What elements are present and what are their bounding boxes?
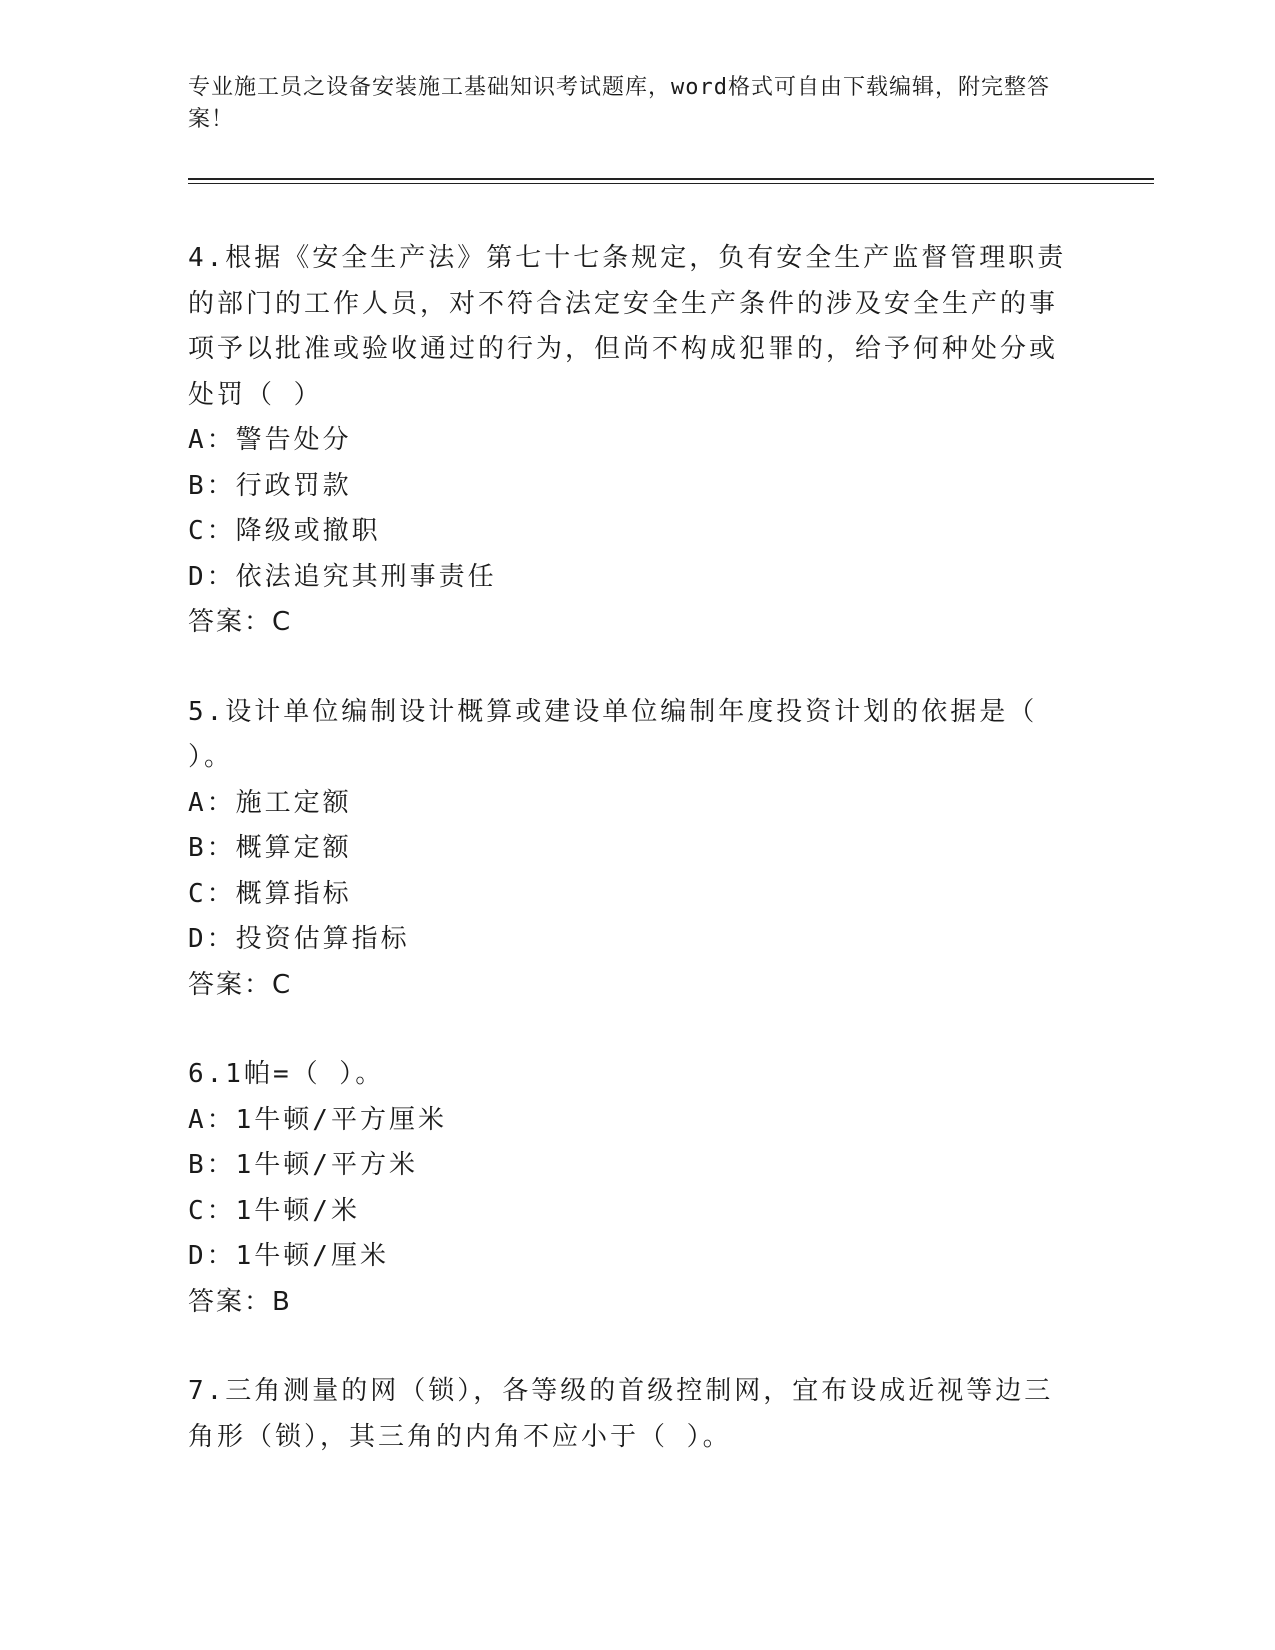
option-d: D：投资估算指标 — [188, 924, 410, 954]
option-a: A：1牛顿/平方厘米 — [188, 1104, 447, 1135]
question-6 — [188, 1052, 1068, 1325]
option-c: C：概算指标 — [188, 878, 352, 909]
option-b: B：行政罚款 — [188, 470, 352, 501]
option-a: A：施工定额 — [188, 787, 352, 818]
header-divider-thick — [188, 178, 1154, 180]
option-b: B：概算定额 — [188, 833, 352, 863]
question-7 — [188, 1369, 1068, 1460]
option-d: D：1牛顿/厘米 — [188, 1241, 389, 1271]
question-4 — [188, 236, 1068, 646]
option-b: B：1牛顿/平方米 — [188, 1150, 418, 1180]
question-text: 4.根据《安全生产法》第七十七条规定，负有安全生产监督管理职责的部门的工作人员，对不符合法定安全生产条件的涉及安全生产的事项予以批准或验收通过的行为，但尚不构成犯罪的，给予何种处分或处罚（ ） — [188, 243, 1067, 410]
question-list — [188, 236, 1068, 1504]
option-d: D：依法追究其刑事责任 — [188, 561, 497, 592]
answer-label: 答案：C — [188, 969, 293, 1000]
answer-label: 答案：B — [188, 1286, 292, 1317]
question-5 — [188, 690, 1068, 1009]
document-header: 专业施工员之设备安装施工基础知识考试题库，word格式可自由下载编辑，附完整答案！ — [188, 75, 1050, 132]
question-text: 6.1帕=（ ）。 — [188, 1059, 385, 1089]
header-divider-thin — [188, 183, 1154, 184]
option-c: C：1牛顿/米 — [188, 1195, 360, 1226]
option-a: A：警告处分 — [188, 425, 352, 455]
question-text: 7.三角测量的网（锁），各等级的首级控制网，宜布设成近视等边三角形（锁），其三角的内角不应小于（ ）。 — [188, 1376, 1054, 1452]
question-text: 5.设计单位编制设计概算或建设单位编制年度投资计划的依据是（ ）。 — [188, 696, 1038, 772]
option-c: C：降级或撤职 — [188, 516, 381, 546]
answer-label: 答案：C — [188, 607, 293, 637]
